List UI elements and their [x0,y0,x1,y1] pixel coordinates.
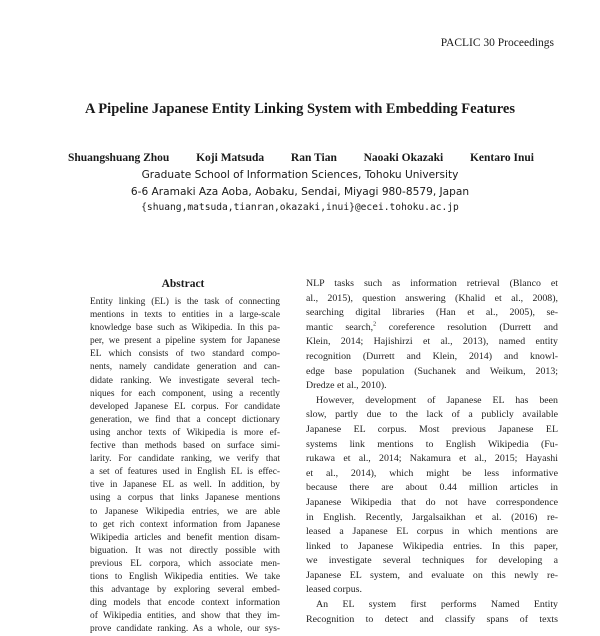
abstract-line: nents, namely candidate generation and can- [90,362,280,373]
abstract-line: developed Japanese EL corpus. For candidate [90,401,280,412]
affiliation-school: Graduate School of Information Sciences, Tohoku University [141,169,459,181]
affiliation-block [0,167,600,217]
body-line: Klein, 2014; Hajishirzi et al., 2013), named entity [306,336,558,348]
author-name: Koji Matsuda [196,152,265,164]
body-line: Dredze et al., 2010). [306,380,387,392]
body-line: systems link mentions to English Wikipedia (Fu- [306,438,558,450]
proceedings-header: PACLIC 30 Proceedings [440,37,554,49]
abstract-line: to get rich context information from Japanese [90,519,280,530]
body-line: slow, partly due to the lack of a publicly available [306,409,558,421]
body-line: Japanese EL corpus. Most previous Japanese EL [306,423,558,435]
body-line: we investigate several techniques for developing a [306,555,558,567]
body-line: leased a Japanese EL corpus in which mentions are [306,526,558,538]
abstract-line: generation, we find that a concept dictionary [90,414,280,425]
body-line: in English. Recently, Jargalsaikhan et al. (2016) re- [306,511,558,523]
abstract-line: niques for each component, using a recently [90,388,280,399]
abstract-body [90,296,280,636]
abstract-line: prove candidate ranking. As a whole, our sys- [90,624,280,635]
abstract-line: this advantage by exploring several embed- [90,585,280,596]
body-line: Recognition to detect and classify spans of texts [306,613,558,625]
abstract-heading: Abstract [161,278,205,290]
abstract-line: using a corpus that links Japanese mentions [90,493,280,504]
author-name: Kentaro Inui [469,152,534,164]
abstract-line: knowledge base such as Wikipedia. In this pa- [90,323,280,334]
abstract-line: fective than methods based on surface simi- [90,441,280,452]
body-line-text: coreference resolution (Durrett and [376,321,558,333]
author-emails: {shuang,matsuda,tianran,okazaki,inui}@ecei.tohoku.ac.jp [141,202,459,213]
body-column-right [306,277,558,627]
author-name: Naoaki Okazaki [363,152,444,164]
paper-title: A Pipeline Japanese Entity Linking System with Embedding Features [85,101,515,117]
abstract-line: biguation. It was not directly possible with [90,545,280,556]
body-line: Japanese Wikipedia that do not have correspondence [306,496,558,508]
abstract-line: per, we present a pipeline system for Japanese [90,336,280,347]
body-line: An EL system first performs Named Entity [316,599,558,611]
body-line-text: mantic search, [306,321,374,333]
body-line: al., 2015), question answering (Khalid et al., 2008), [306,292,558,304]
abstract-line: EL which consists of two standard compo- [90,349,280,360]
abstract-line: tions to English Wikipedia entities. We take [90,571,280,582]
abstract-line: of Wikipedia entities, and show that they im- [90,611,280,622]
abstract-line: Entity linking (EL) is the task of connecting [90,297,280,307]
abstract-line: using anchor texts of Wikipedia is more ef- [90,427,280,438]
abstract-line: mentions in texts to entities in a large-scale [90,310,280,321]
body-line: recognition (Durrett and Klein, 2014) and knowl- [306,350,558,362]
author-name: Ran Tian [290,152,337,164]
body-line: leased corpus. [306,584,362,596]
author-list [68,152,534,164]
abstract-line: ding models that encode context information [90,598,280,609]
body-line: However, development of Japanese EL has been [316,394,558,406]
abstract-line: previous EL corpora, which associate men- [90,558,280,569]
body-line: linked to Japanese Wikipedia entries. In this paper, [306,540,558,552]
affiliation-address: 6-6 Aramaki Aza Aoba, Aobaku, Sendai, Miyagi 980-8579, Japan [130,185,470,198]
body-line [306,321,558,336]
abstract-line: Wikipedia articles and benefit mention disam- [90,532,280,543]
author-name: Shuangshuang Zhou [68,152,170,164]
abstract-line: a set of features used in English EL is effec- [90,467,280,478]
body-line: rukawa et al., 2014; Nakamura et al., 2015; Hayashi [306,453,558,465]
abstract-line: to Japanese Wikipedia entries, we are able [90,506,280,517]
abstract-line: larity. For candidate ranking, we verify that [90,454,280,465]
body-line: et al., 2014), which might be less informative [306,467,558,479]
body-line: because there are about 0.44 million articles in [306,482,558,494]
body-line: searching digital libraries (Han et al., 2005), se- [306,307,558,319]
body-line: Japanese EL system, and evaluate on this newly re- [306,569,558,581]
abstract-line: tive in Japanese EL as well. In addition, by [90,480,280,491]
body-line: NLP tasks such as information retrieval (Blanco et [306,278,558,289]
abstract-line: didate ranking. We investigate several tech- [90,375,280,386]
footnote-mark[interactable]: 2 [373,321,377,328]
body-line: edge base population (Suchanek and Weikum, 2013; [306,365,558,377]
